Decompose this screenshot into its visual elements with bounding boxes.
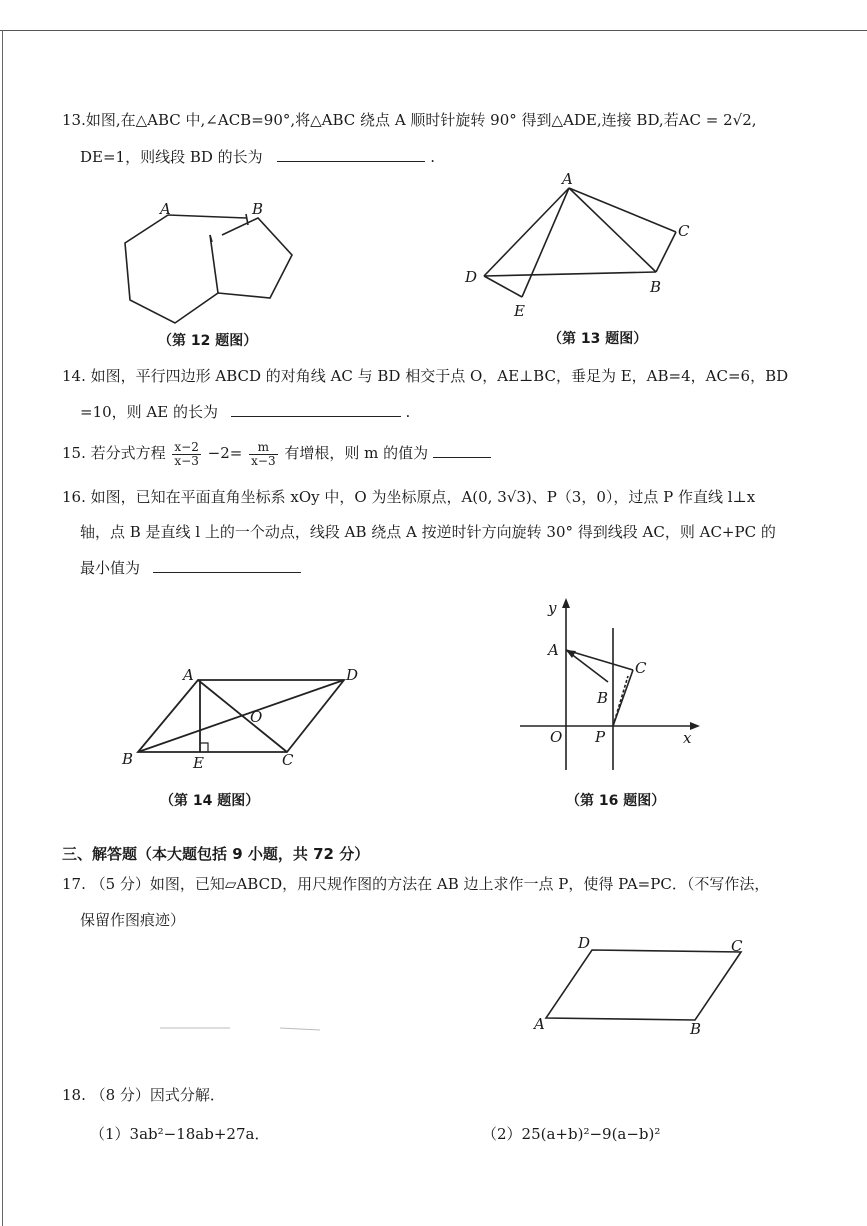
- fig17-label-a: A: [534, 1015, 545, 1033]
- q18-line1: 18. （8 分）因式分解．: [62, 1086, 225, 1104]
- fig13-label-e: E: [514, 302, 525, 320]
- q17-line1: 17. （5 分）如图，已知▱ABCD，用尺规作图的方法在 AB 边上求作一点 P，使得 PA=PC．（不写作法，: [62, 875, 770, 893]
- fig14-label-a: A: [183, 666, 194, 684]
- fig14-label-c: C: [282, 751, 294, 769]
- fig14-label-o: O: [250, 708, 263, 726]
- fig12-label-b: B: [252, 200, 264, 218]
- q13-line2-text: DE=1，则线段 BD 的长为: [80, 148, 263, 166]
- q15-frac2-denominator: x−3: [251, 453, 276, 468]
- section-3-title: 三、解答题（本大题包括 9 小题，共 72 分）: [62, 845, 370, 863]
- q14-line2-end: .: [405, 403, 411, 421]
- fig12-caption: （第 12 题图）: [158, 333, 258, 349]
- q15-middle: −2=: [207, 444, 243, 462]
- fig14-label-e: E: [193, 754, 204, 772]
- fig13-label-d: D: [465, 268, 478, 286]
- fig16-label-y: y: [548, 599, 557, 617]
- fig17-label-b: B: [690, 1020, 702, 1038]
- fig12-label-a: A: [160, 200, 171, 218]
- fig16-label-x: x: [683, 729, 692, 747]
- q15-suffix: 有增根，则 m 的值为: [284, 444, 429, 462]
- fig16-label-a: A: [548, 641, 559, 659]
- q15-frac1-denominator: x−3: [174, 453, 199, 468]
- q16-line3-text: 最小值为: [80, 559, 141, 577]
- fig17-label-c: C: [731, 937, 743, 955]
- fig14-label-d: D: [346, 666, 359, 684]
- q15-frac2-numerator: m: [249, 441, 277, 455]
- q15-frac1-numerator: x−2: [174, 439, 199, 454]
- fig14-label-b: B: [122, 750, 134, 768]
- fig13-label-a: A: [562, 170, 573, 188]
- fig16-caption: （第 16 题图）: [566, 793, 666, 809]
- fig16-label-c: C: [635, 659, 647, 677]
- q15-prefix: 15. 若分式方程: [62, 444, 166, 462]
- q16-line2: 轴，点 B 是直线 l 上的一个动点，线段 AB 绕点 A 按逆时针方向旋转 30° 得到线段 AC，则 AC+PC 的: [80, 523, 776, 541]
- fig16-label-b: B: [597, 689, 609, 707]
- q14-line2-text: =10，则 AE 的长为: [80, 403, 218, 421]
- q13-line2-end: .: [430, 148, 436, 166]
- q18-part1: （1）3ab²−18ab+27a．: [90, 1125, 270, 1143]
- q16-line1: 16. 如图，已知在平面直角坐标系 xOy 中，O 为坐标原点，A(0, 3√3)、P（3，0），过点 P 作直线 l⊥x: [62, 488, 756, 506]
- q13-line1: 13.如图,在△ABC 中,∠ACB=90°,将△ABC 绕点 A 顺时针旋转 90° 得到△ADE,连接 BD,若AC = 2√2,: [62, 111, 757, 129]
- fig16-label-p: P: [595, 728, 606, 746]
- fig13-label-b: B: [650, 278, 662, 296]
- fig16-label-o: O: [550, 728, 563, 746]
- fig17-faint-marks: [160, 1028, 320, 1030]
- fig13-label-c: C: [678, 222, 690, 240]
- q17-line2: 保留作图痕迹）: [80, 911, 186, 929]
- fig14-caption: （第 14 题图）: [160, 793, 260, 809]
- fig17-label-d: D: [578, 934, 591, 952]
- q18-part2: （2）25(a+b)²−9(a−b)²: [482, 1125, 661, 1143]
- fig13-caption: （第 13 题图）: [548, 331, 648, 347]
- q14-line1: 14. 如图，平行四边形 ABCD 的对角线 AC 与 BD 相交于点 O，AE⊥BC，垂足为 E，AB=4，AC=6，BD: [62, 367, 789, 385]
